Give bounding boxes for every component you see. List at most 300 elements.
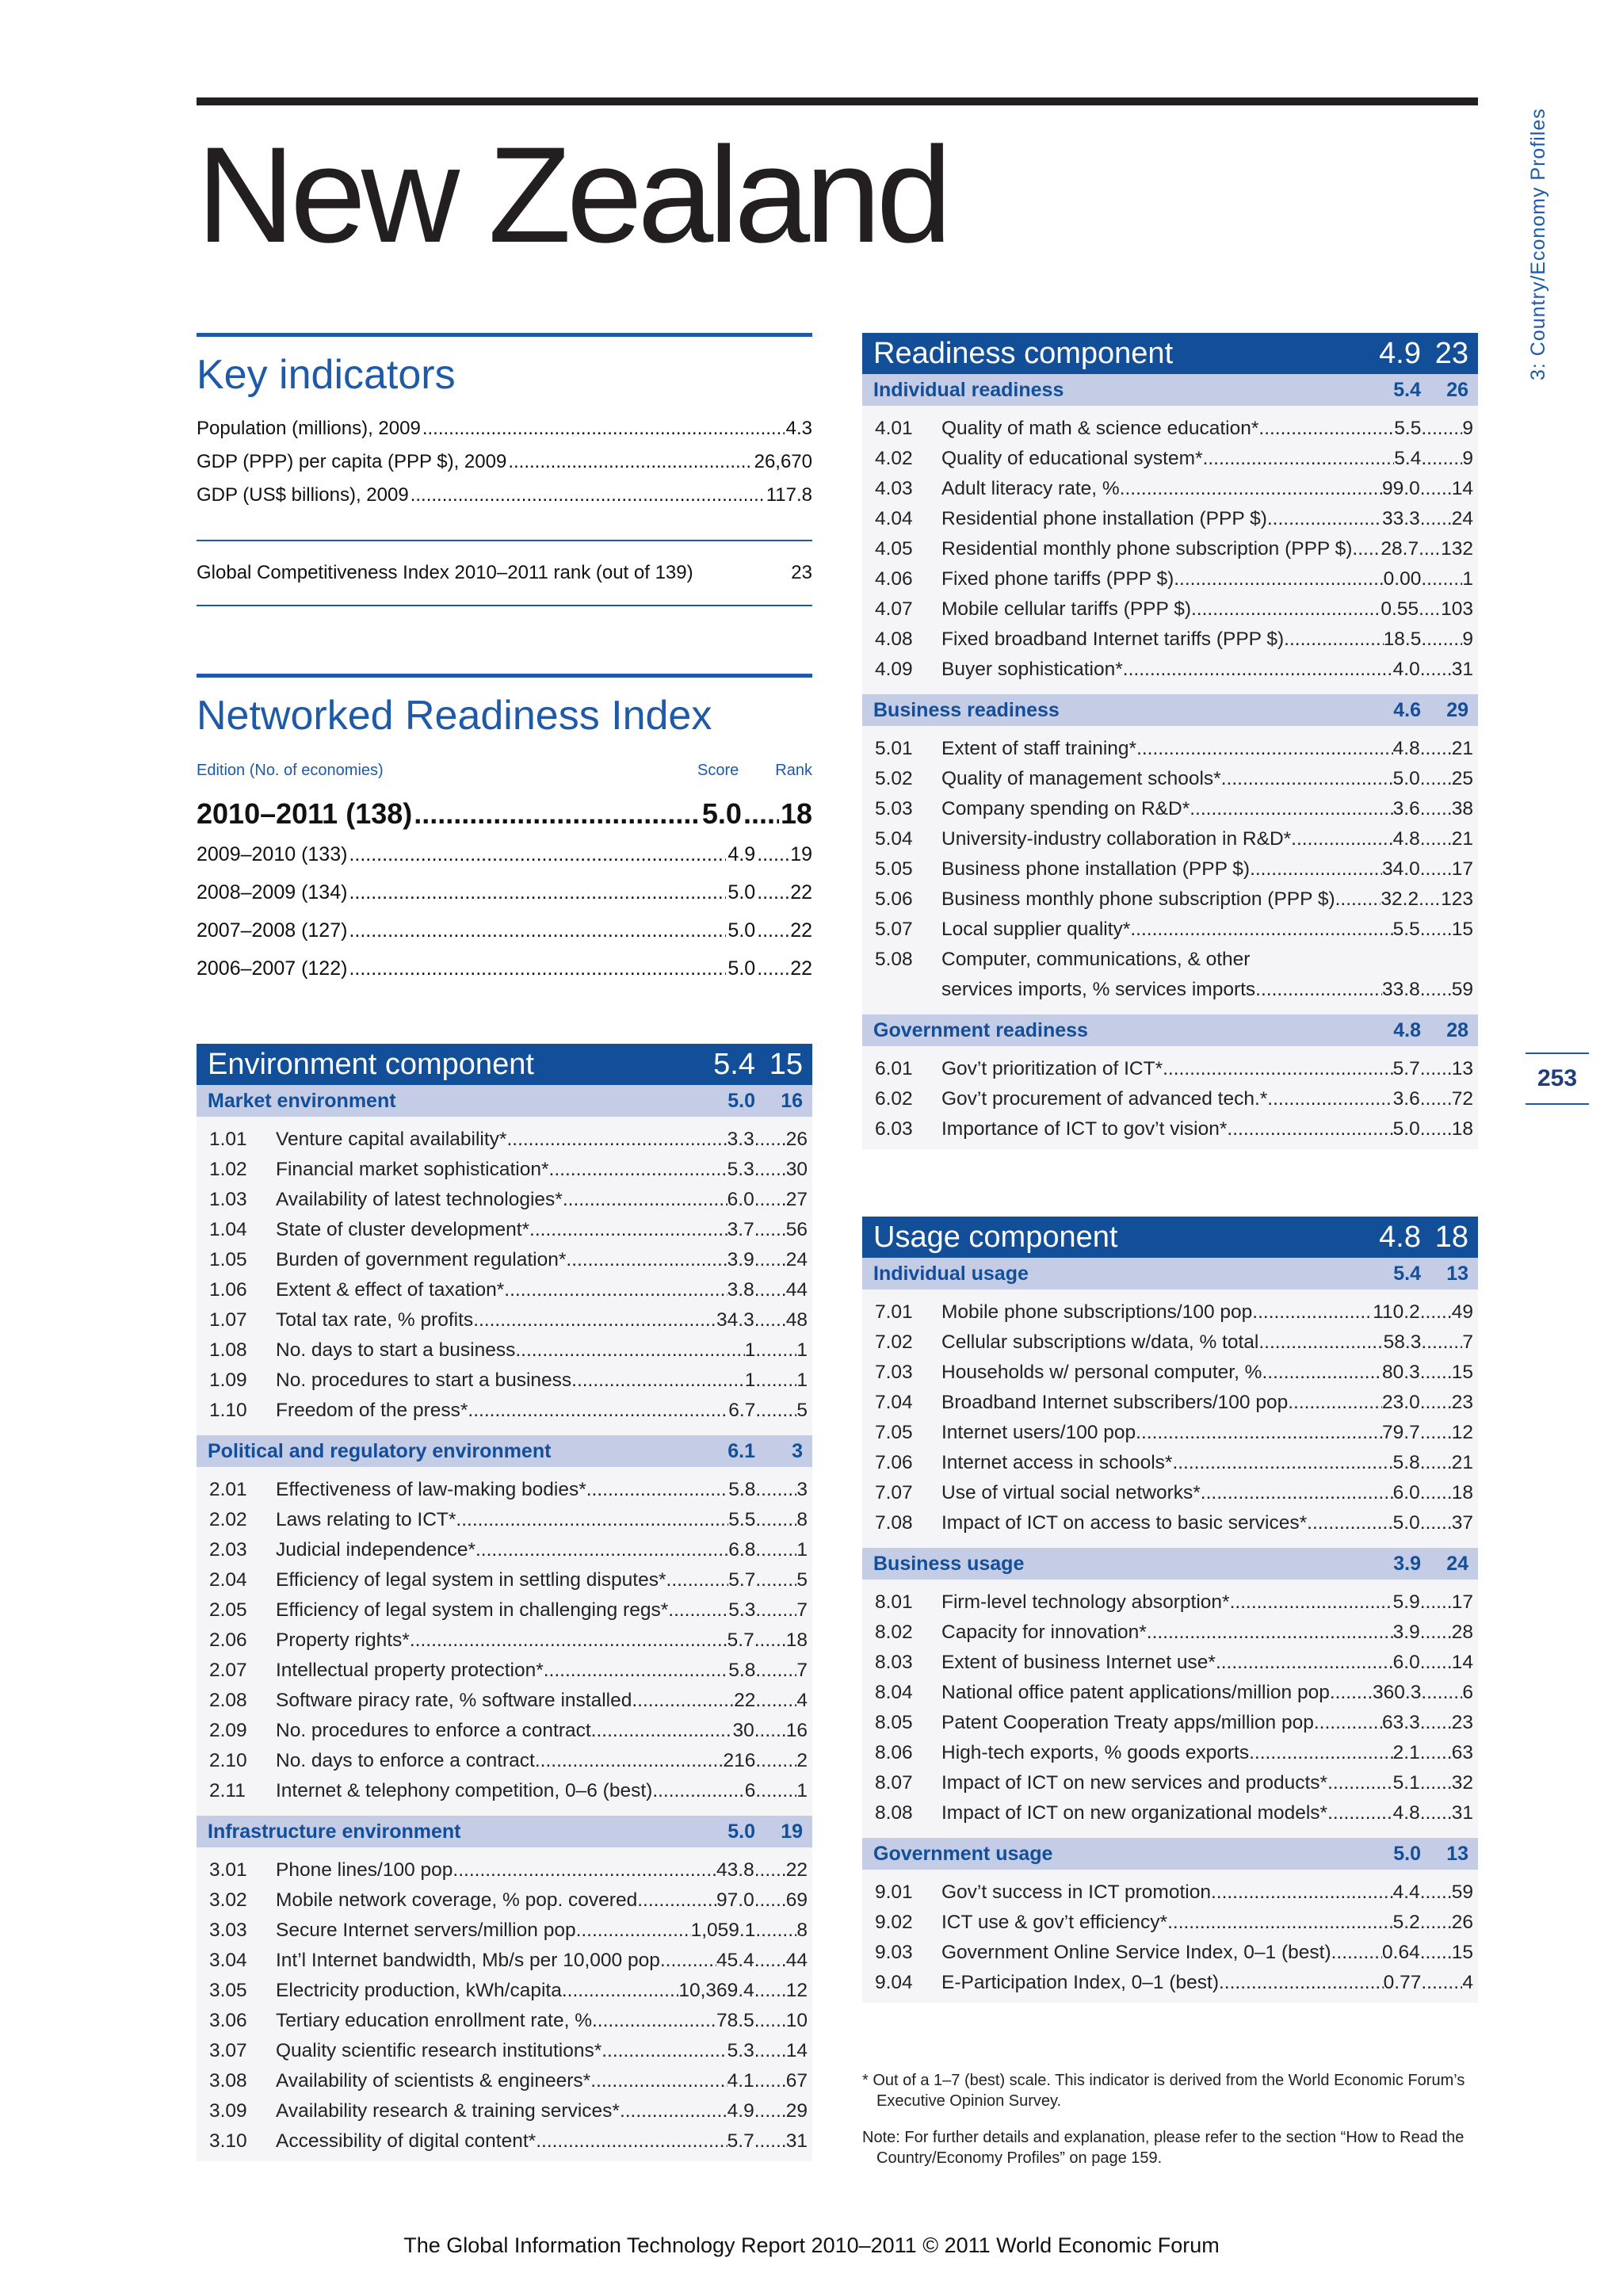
leader-dots [755,1686,796,1716]
indicator-code: 2.09 [209,1720,247,1741]
indicator-row [197,1565,812,1595]
indicator-label: National office patent applications/million pop [941,1682,1330,1703]
leader-dots [410,1626,727,1656]
leader-dots [504,1275,727,1305]
indicator-label: Mobile network coverage, % pop. covered [276,1889,638,1911]
indicator-row [197,2096,812,2126]
subcomponent-rank: 13 [1446,1262,1468,1285]
leader-dots [1420,1708,1452,1738]
indicator-value: 6.8 [728,1539,756,1561]
indicator-rank: 21 [1451,1452,1473,1473]
indicator-code: 5.02 [875,768,913,789]
indicator-row [862,1358,1478,1388]
nri-score: 5.0 [727,919,756,942]
subcomponent-header [197,1085,812,1117]
indicator-rank: 1 [796,1370,808,1391]
indicator-code: 1.10 [209,1400,247,1421]
indicator-rank: 1 [1462,568,1473,590]
indicator-value: 34.0 [1382,858,1420,880]
subcomponent-header [197,1435,812,1467]
indicator-value: 3.3 [727,1129,754,1150]
indicator-value: 5.7 [727,1629,754,1651]
indicator-code: 3.03 [209,1920,247,1941]
indicator-row [862,945,1478,975]
component-rank: 23 [1434,336,1468,370]
indicator-code: 8.01 [875,1591,913,1613]
leader-dots [1307,1508,1393,1538]
indicator-code: 8.07 [875,1772,913,1794]
indicator-code: 1.02 [209,1159,247,1180]
leader-dots [754,1125,786,1155]
indicator-code: 4.03 [875,478,913,499]
environment-component [197,1044,812,2161]
indicator-code: 5.04 [875,828,913,850]
indicator-value: 4.8 [1392,828,1420,850]
nri-rank: 22 [790,919,812,942]
indicator-label: Financial market sophistication* [276,1159,549,1180]
indicator-row [197,2066,812,2096]
leader-dots [1420,1478,1452,1508]
indicator-row [862,1114,1478,1144]
indicator-row [862,1388,1478,1418]
indicator-label: Fixed broadband Internet tariffs (PPP $) [941,628,1285,650]
page-number: 253 [1526,1052,1589,1105]
indicator-value: 3.7 [727,1219,754,1240]
leader-dots [475,1535,728,1565]
indicator-rank: 29 [785,2100,808,2122]
indicator-label: Business phone installation (PPP $) [941,858,1251,880]
readiness-component [862,333,1478,1149]
key-indicator-value: 117.8 [766,484,812,506]
indicator-value: 1 [744,1339,756,1361]
indicator-code: 3.08 [209,2070,247,2092]
indicator-rank: 1 [796,1539,808,1561]
top-rule [197,97,1478,105]
indicator-rank: 7 [796,1599,808,1621]
indicator-row [862,1084,1478,1114]
leader-dots [581,1916,690,1946]
leader-dots [1227,1114,1392,1144]
indicator-rank: 14 [1451,478,1473,499]
indicator-value: 32.2 [1381,888,1419,910]
indicator-code: 4.09 [875,659,913,680]
leader-dots [1420,474,1452,504]
leader-dots [755,1595,796,1626]
indicator-rank: 44 [785,1279,808,1301]
indicator-list [862,726,1478,1010]
indicator-value: 5.9 [1392,1591,1420,1613]
indicator-row [197,1946,812,1976]
indicator-label: Patent Cooperation Treaty apps/million pop [941,1712,1314,1733]
indicator-code: 3.01 [209,1859,247,1881]
subcomponent-title: Individual readiness [873,378,1064,401]
indicator-rank: 10 [785,2010,808,2031]
indicator-label: ICT use & gov’t efficiency* [941,1912,1168,1933]
indicator-rank: 28 [1451,1622,1473,1643]
nri-col-edition: Edition (No. of economies) [197,762,384,779]
indicator-row [197,1855,812,1885]
indicator-label: Government Online Service Index, 0–1 (best) [941,1942,1331,1963]
indicator-code: 4.01 [875,418,913,439]
indicator-value: 6.0 [1392,1482,1420,1503]
indicator-code: 3.06 [209,2010,247,2031]
component-score: 5.4 [713,1047,755,1081]
indicator-row [197,1335,812,1366]
leader-dots [1420,655,1452,685]
leader-dots [1249,1738,1393,1768]
leader-dots [1163,1054,1393,1084]
leader-dots [1147,1618,1393,1648]
indicator-code: 3.04 [209,1950,247,1971]
leader-dots [755,1656,796,1686]
indicator-label: Internet & telephony competition, 0–6 (best) [276,1780,653,1801]
indicator-row [197,1686,812,1716]
indicator-label: Phone lines/100 pop. [276,1859,459,1881]
leader-dots [1420,1768,1452,1798]
nri-col-rank: Rank [775,762,812,779]
leader-dots [1420,1508,1452,1538]
indicator-code: 2.05 [209,1599,247,1621]
indicator-code: 5.01 [875,738,913,759]
indicator-row [862,444,1478,474]
indicator-code: 3.05 [209,1980,247,2001]
indicator-rank: 7 [1462,1331,1473,1353]
leader-dots [1216,1648,1393,1678]
subcomponent-title: Individual usage [873,1262,1029,1285]
leader-dots [1327,1798,1393,1828]
indicator-label: Tertiary education enrollment rate, % [276,2010,592,2031]
nri-col-score: Score [697,762,739,779]
leader-dots [468,1396,728,1426]
indicator-row [197,1366,812,1396]
subcomponent-score: 5.4 [1393,1262,1421,1285]
readiness-component-header [862,333,1478,374]
component-title: Environment component [208,1047,534,1081]
leader-dots [755,1746,796,1776]
indicator-code: 1.05 [209,1249,247,1270]
indicator-code: 7.08 [875,1512,913,1534]
leader-dots [1420,1084,1452,1114]
nri-score: 4.9 [727,843,756,865]
subcomponent-score: 5.4 [1393,378,1421,401]
indicator-rank: 8 [796,1920,808,1941]
indicator-row [197,1475,812,1505]
indicator-rank: 14 [785,2040,808,2061]
nri-column-headers [197,762,812,780]
leader-dots [590,2066,727,2096]
indicator-label: Software piracy rate, % software installed [276,1690,632,1711]
indicator-row [197,2006,812,2036]
indicator-row [862,824,1478,854]
indicator-value: 3.9 [1392,1622,1420,1643]
leader-dots [1420,1908,1452,1938]
leader-dots [1419,534,1441,564]
indicator-label: Int’l Internet bandwidth, Mb/s per 10,000 pop [276,1950,660,1971]
subcomponent-rank: 28 [1446,1018,1468,1041]
indicator-code: 5.06 [875,888,913,910]
indicator-row [862,564,1478,594]
indicator-label: Gov’t prioritization of ICT* [941,1058,1163,1079]
indicator-row [862,1648,1478,1678]
indicator-value: 5.0 [1392,1118,1420,1140]
indicator-code: 3.07 [209,2040,247,2061]
leader-dots [1314,1708,1382,1738]
leader-dots [1420,975,1452,1005]
indicator-code: 6.02 [875,1088,913,1110]
indicator-label: Burden of government regulation* [276,1249,567,1270]
indicator-rank: 6 [1462,1682,1473,1703]
indicator-code: 2.06 [209,1629,247,1651]
nri-edition: 2006–2007 (122) [197,957,348,980]
indicator-rank: 31 [785,2130,808,2152]
indicator-row [862,1418,1478,1448]
indicator-row [862,594,1478,625]
indicator-label: Computer, communications, & other [941,949,1251,970]
leader-dots [458,1855,716,1885]
indicator-code: 5.03 [875,798,913,819]
leader-dots [668,1595,728,1626]
indicator-rank: 18 [785,1629,808,1651]
indicator-rank: 24 [1451,508,1473,529]
nri-edition: 2008–2009 (134) [197,881,348,904]
leader-dots [1420,794,1452,824]
indicator-value: 1,059.1 [690,1920,756,1941]
indicator-value: 5.0 [1392,768,1420,789]
environment-component-header [197,1044,812,1085]
indicator-label: Use of virtual social networks* [941,1482,1201,1503]
country-title: New Zealand [197,119,948,271]
indicator-rank: 14 [1451,1652,1473,1673]
leader-dots [1420,824,1452,854]
indicator-value: 43.8 [716,1859,754,1881]
indicator-row [197,1396,812,1426]
component-rank: 18 [1434,1220,1468,1254]
leader-dots [666,1565,729,1595]
indicator-value: 6.0 [1392,1652,1420,1673]
leader-dots [755,1475,796,1505]
indicator-row [862,1798,1478,1828]
leader-dots [1167,1908,1393,1938]
usage-component [862,1217,1478,2003]
indicator-row [197,1125,812,1155]
leader-dots [1141,1418,1382,1448]
indicator-value: 0.00 [1383,568,1422,590]
leader-dots [637,1885,716,1916]
indicator-row [197,1305,812,1335]
subcomponent-title: Government usage [873,1842,1053,1865]
nri-score: 5.0 [727,957,756,980]
indicator-code: 9.01 [875,1881,913,1903]
indicator-code: 5.07 [875,919,913,940]
indicator-row [862,915,1478,945]
leader-dots [1419,594,1441,625]
leader-dots [754,1855,786,1885]
indicator-row [862,1938,1478,1968]
indicator-value: 5.4 [1394,448,1422,469]
leader-dots [1420,1738,1452,1768]
leader-dots [1421,1678,1462,1708]
indicator-code: 7.07 [875,1482,913,1503]
indicator-row [862,1678,1478,1708]
indicator-label: Impact of ICT on new organizational models* [941,1802,1328,1824]
indicator-value: 6.0 [727,1189,754,1210]
nri-title: Networked Readiness Index [197,693,712,739]
leader-dots [592,2006,716,2036]
indicator-rank: 37 [1451,1512,1473,1534]
leader-dots [349,843,726,866]
leader-dots [1284,625,1384,655]
indicator-rank: 63 [1451,1742,1473,1763]
subcomponent-score: 5.0 [727,1089,755,1112]
leader-dots [1291,824,1393,854]
indicator-code: 4.02 [875,448,913,469]
indicator-value: 4.8 [1392,738,1420,759]
indicator-rank: 5 [796,1569,808,1591]
indicator-row [862,884,1478,915]
indicator-rank: 18 [1451,1118,1473,1140]
indicator-rank: 44 [785,1950,808,1971]
indicator-value: 4.8 [1392,1802,1420,1824]
indicator-row [197,1505,812,1535]
indicator-code: 7.01 [875,1301,913,1323]
leader-dots [1174,564,1383,594]
indicator-rank: 132 [1441,538,1473,560]
nri-current-row [197,797,812,831]
indicator-rank: 8 [796,1509,808,1530]
indicator-value: 5.7 [1392,1058,1420,1079]
leader-dots [620,2096,727,2126]
leader-dots [754,1626,786,1656]
leader-dots [1419,884,1441,915]
indicator-value: 5.8 [728,1479,756,1500]
indicator-value: 4.4 [1392,1881,1420,1903]
indicator-rank: 13 [1451,1058,1473,1079]
leader-dots [1262,1358,1382,1388]
leader-dots [1330,1678,1373,1708]
indicator-code: 4.04 [875,508,913,529]
nri-rank: 19 [790,843,812,865]
indicator-row [197,1595,812,1626]
leader-dots [1420,1648,1452,1678]
leader-dots [757,843,789,866]
leader-dots [754,1185,786,1215]
subcomponent-rank: 26 [1446,378,1468,401]
leader-dots [754,1155,786,1185]
indicator-value: 33.3 [1382,508,1420,529]
indicator-code: 8.02 [875,1622,913,1643]
leader-dots [1258,1328,1383,1358]
indicator-row [862,1508,1478,1538]
indicator-label: Households w/ personal computer, % [941,1362,1262,1383]
indicator-label: Internet users/100 pop. [941,1422,1141,1443]
indicator-value: 5.3 [727,2040,754,2061]
indicator-label: Impact of ICT on access to basic services* [941,1512,1308,1534]
subcomponent-score: 3.9 [1393,1552,1421,1575]
indicator-rank: 7 [796,1660,808,1681]
indicator-rank: 12 [1451,1422,1473,1443]
indicator-label: Total tax rate, % profits [276,1309,474,1331]
indicator-rank: 69 [785,1889,808,1911]
indicator-label: Availability of scientists & engineers* [276,2070,591,2092]
leader-dots [536,2126,727,2157]
indicator-value: 5.8 [728,1660,756,1681]
leader-dots [1421,1968,1462,1998]
indicator-rank: 56 [785,1219,808,1240]
indicator-value: 4.1 [727,2070,754,2092]
indicator-value: 79.7 [1382,1422,1420,1443]
indicator-value: 5.7 [727,2130,754,2152]
indicator-list [862,1289,1478,1543]
key-indicator-label: Population (millions), 2009 [197,418,421,439]
leader-dots [1421,414,1462,444]
leader-dots [1255,975,1382,1005]
indicator-code: 4.07 [875,598,913,620]
subcomponent-header [862,1258,1478,1289]
indicator-value: 30 [732,1720,754,1741]
usage-component-header [862,1217,1478,1258]
indicator-label: Gov’t success in ICT promotion [941,1881,1211,1903]
subcomponent-header [862,1014,1478,1046]
leader-dots [632,1686,734,1716]
indicator-row [862,625,1478,655]
leader-dots [754,2096,786,2126]
indicator-rank: 23 [1451,1712,1473,1733]
indicator-label: Impact of ICT on new services and products* [941,1772,1328,1794]
indicator-code: 5.08 [875,949,913,970]
leader-dots [506,1125,727,1155]
leader-dots [757,919,789,942]
indicator-row [197,1215,812,1245]
indicator-value: 34.3 [716,1309,754,1331]
nri-history-list [197,843,812,995]
indicator-row [862,1054,1478,1084]
indicator-value: 23.0 [1382,1392,1420,1413]
indicator-row [862,794,1478,824]
indicator-list [862,1580,1478,1833]
indicator-label: Residential phone installation (PPP $) [941,508,1267,529]
leader-dots [1420,764,1452,794]
leader-dots [755,1505,796,1535]
indicator-code: 5.05 [875,858,913,880]
nri-history-row [197,843,812,881]
nri-rank: 22 [790,881,812,904]
indicator-value: 5.7 [728,1569,756,1591]
indicator-row [862,854,1478,884]
leader-dots [586,1475,729,1505]
indicator-list [197,1847,812,2161]
leader-dots [1136,734,1393,764]
leader-dots [755,1565,796,1595]
indicator-value: 58.3 [1383,1331,1422,1353]
key-indicator-row [197,451,812,484]
indicator-label: Company spending on R&D* [941,798,1190,819]
leader-dots [1420,1448,1452,1478]
indicator-label: Effectiveness of law-making bodies* [276,1479,586,1500]
indicator-rank: 48 [785,1309,808,1331]
leader-dots [754,1305,786,1335]
indicator-rank: 31 [1451,1802,1473,1824]
indicator-rank: 24 [785,1249,808,1270]
indicator-value: 4.9 [727,2100,754,2122]
indicator-label: No. days to enforce a contract [276,1750,535,1771]
leader-dots [1219,1968,1384,1998]
indicator-value: 0.77 [1383,1972,1422,1993]
indicator-row [862,734,1478,764]
indicator-list [197,1117,812,1431]
indicator-row [197,1885,812,1916]
indicator-row [862,1908,1478,1938]
subcomponent-title: Market environment [208,1089,396,1112]
